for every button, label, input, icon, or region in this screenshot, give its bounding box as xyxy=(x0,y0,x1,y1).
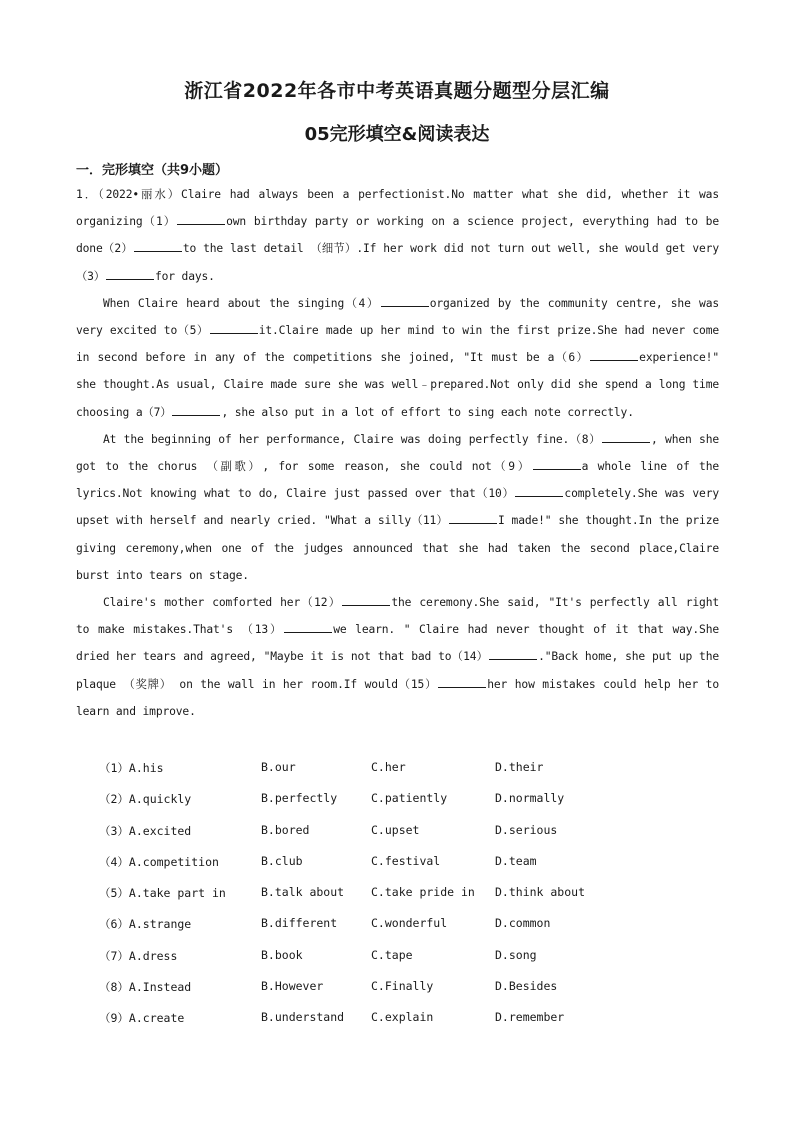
answer-blank xyxy=(515,485,563,497)
option-b: B.different xyxy=(261,916,338,931)
option-a: （8）A.Instead xyxy=(99,980,192,995)
option-d: D.remember xyxy=(495,1010,565,1025)
option-row xyxy=(99,1010,699,1041)
option-c: C.upset xyxy=(371,822,420,837)
option-c: C.festival xyxy=(371,853,441,868)
option-a: （1）A.his xyxy=(99,761,164,775)
option-a: （4）A.competition xyxy=(99,854,219,869)
option-row xyxy=(99,885,699,916)
option-d: D.serious xyxy=(495,822,558,837)
option-row xyxy=(99,760,699,791)
answer-blank xyxy=(533,458,581,470)
option-a: （5）A.take part in xyxy=(99,886,226,901)
option-d: D.normally xyxy=(495,791,565,806)
option-b: B.club xyxy=(261,853,303,868)
answer-blank xyxy=(489,648,537,660)
cloze-passage xyxy=(76,181,719,725)
paragraph-4: Claire's mother comforted her（12） the ceremony.She said, "It's perfectly all right to make mistakes.That's （13） we learn. " Claire had never thought of it that way.She dried her tears and agreed, "Maybe it is not that bad to（14） ."Back home, she put up the plaque （奖牌） on the wall in her room.If would（15） her how mistakes could help her to learn and improve. xyxy=(76,596,720,718)
answer-blank xyxy=(438,676,486,688)
answer-blank xyxy=(342,594,390,606)
option-c: C.explain xyxy=(371,1010,434,1025)
option-b: B.book xyxy=(261,947,303,962)
option-row xyxy=(99,979,699,1010)
option-b: B.talk about xyxy=(261,885,345,900)
option-c: C.wonderful xyxy=(371,916,448,931)
option-row xyxy=(99,948,699,979)
option-c: C.Finally xyxy=(371,979,434,994)
option-b: B.perfectly xyxy=(261,791,338,806)
answer-blank xyxy=(210,322,258,334)
option-d: D.song xyxy=(495,947,537,962)
answer-blank xyxy=(134,240,182,252)
option-row xyxy=(99,916,699,947)
answer-blank xyxy=(449,512,497,524)
paragraph-1: 1．（2022•丽水）Claire had always been a perfectionist.No matter what she did, whether it was organizing（1） own birthday party or working on a science project, everything had to be done（2） to the last detail （细节）.If her work did not turn out well, she would get very（3） for days. xyxy=(76,188,719,283)
option-b: B.However xyxy=(261,979,324,994)
option-row xyxy=(99,791,699,822)
answer-blank xyxy=(590,349,638,361)
section-heading: 一．完形填空（共9小题） xyxy=(76,163,229,178)
answer-blank xyxy=(381,295,429,307)
option-d: D.their xyxy=(495,760,544,774)
answer-blank xyxy=(172,404,220,416)
document-subtitle: 05完形填空&阅读表达 xyxy=(304,124,490,145)
answer-blank xyxy=(284,621,332,633)
option-d: D.team xyxy=(495,853,537,868)
option-b: B.bored xyxy=(261,822,310,837)
option-d: D.common xyxy=(495,916,551,931)
option-a: （2）A.quickly xyxy=(99,792,192,807)
answer-blank xyxy=(106,268,154,280)
option-b: B.understand xyxy=(261,1010,345,1025)
option-a: （9）A.create xyxy=(99,1011,185,1026)
answer-options xyxy=(99,760,699,1042)
option-c: C.her xyxy=(371,760,406,774)
option-a: （7）A.dress xyxy=(99,948,178,963)
option-d: D.think about xyxy=(495,885,586,900)
option-c: C.tape xyxy=(371,947,413,962)
option-b: B.our xyxy=(261,760,296,774)
option-d: D.Besides xyxy=(495,979,558,994)
paragraph-3: At the beginning of her performance, Claire was doing perfectly fine.（8） , when she got to the chorus （副歌）, for some reason, she could not（9） a whole line of the lyrics.Not knowing what to do, Claire just passed over that（10） completely.She was very upset with herself and nearly cried. "What a silly（11） I made!" she thought.In the prize giving ceremony,when one of the judges announced that she had taken the second place,Claire burst into tears on stage. xyxy=(76,432,720,582)
option-a: （6）A.strange xyxy=(99,917,192,932)
answer-blank xyxy=(602,431,650,443)
option-a: （3）A.excited xyxy=(99,823,192,838)
document-title: 浙江省2022年各市中考英语真题分题型分层汇编 xyxy=(184,80,610,102)
paragraph-2: When Claire heard about the singing（4） organized by the community centre, she was very excited to（5） it.Claire made up her mind to win the first prize.She had never come in second before in any of the competitions she joined, "It must be a（6） experience!" she thought.As usual, Claire made sure she was well﹣prepared.Not only did she spend a long time choosing a（7） , she also put in a lot of effort to sing each note correctly. xyxy=(76,296,719,419)
answer-blank xyxy=(177,213,225,225)
option-row xyxy=(99,854,699,885)
option-c: C.take pride in xyxy=(371,885,475,900)
option-c: C.patiently xyxy=(371,791,448,806)
option-row xyxy=(99,823,699,854)
